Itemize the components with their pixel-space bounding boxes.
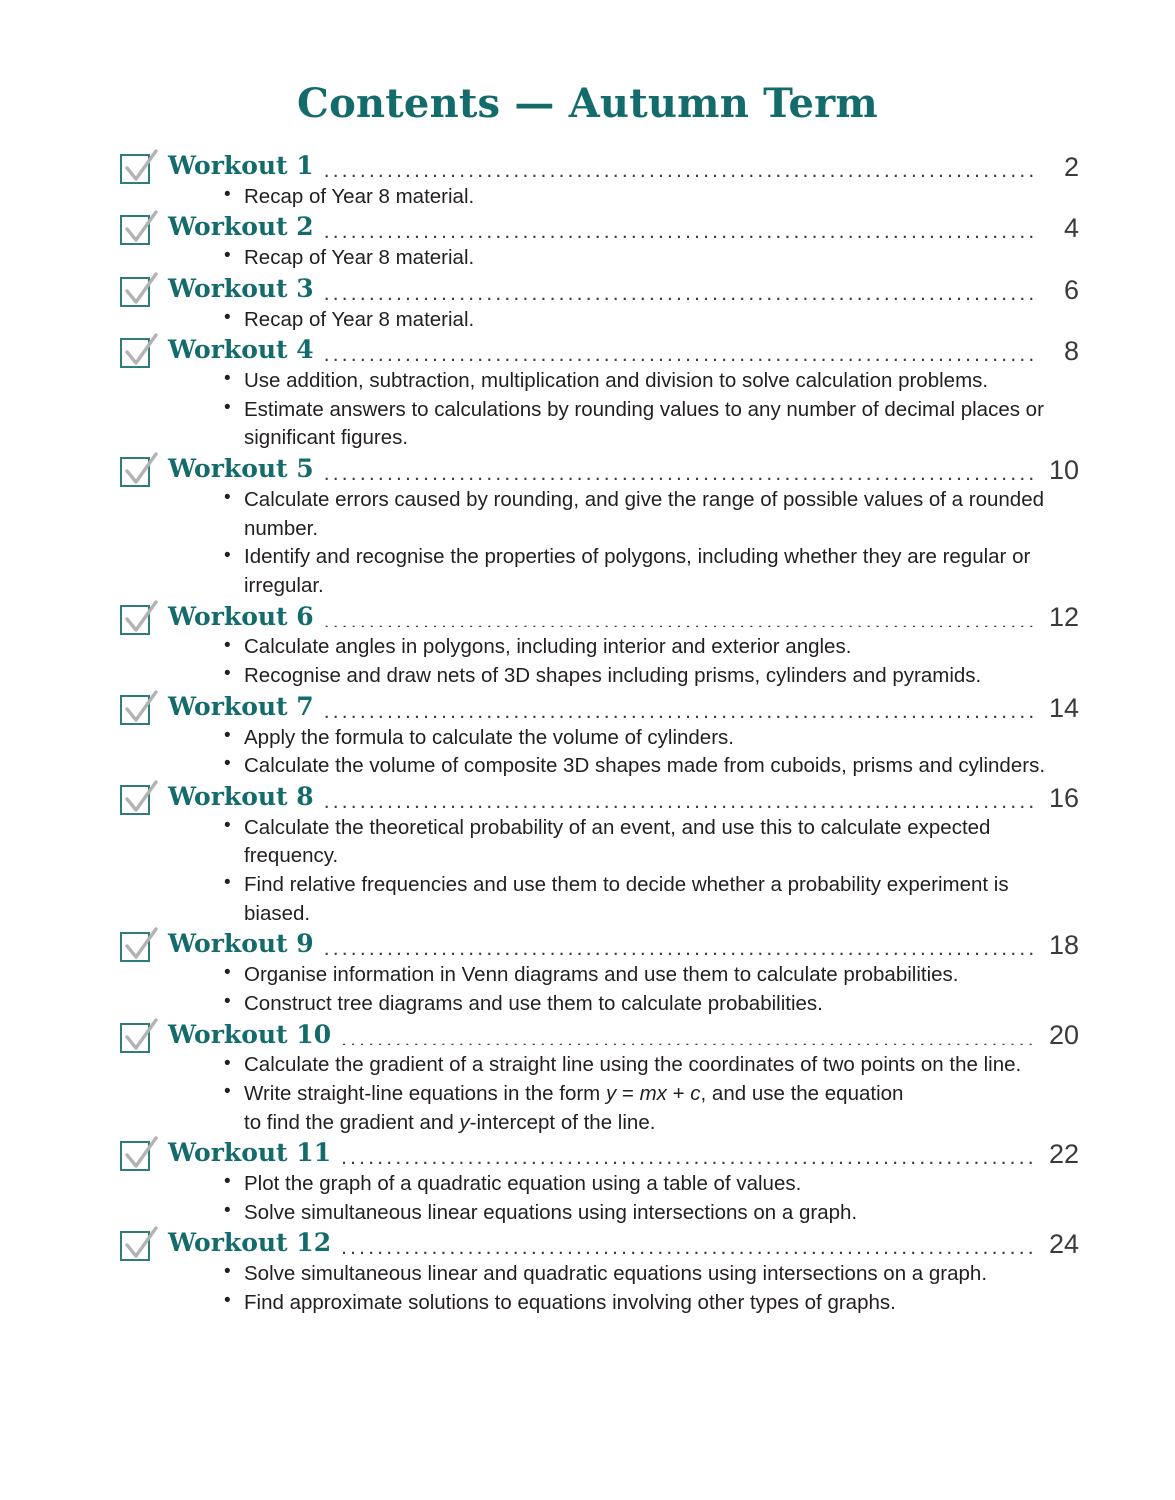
bullet-item: • Find relative frequencies and use them to decide whether a probability experiment is biased. [224,871,1079,928]
checkmark-icon [120,689,162,731]
bullet-item: • Calculate the volume of composite 3D shapes made from cuboids, prisms and cylinders. [224,752,1079,781]
checkbox-10[interactable] [120,1023,150,1053]
toc-entry [0,213,1175,272]
bullet-item: • Recap of Year 8 material. [224,306,1079,335]
toc-entry [0,1021,1175,1138]
dot-leader [324,702,1033,718]
toc-entry-bullets [120,1260,1079,1317]
dot-leader [324,345,1033,361]
checkmark-icon [120,1135,162,1177]
dot-leader [324,222,1033,238]
toc-entry-head [168,213,1127,242]
dot-leader [324,161,1033,177]
toc-entry-bullets [120,183,1079,212]
checkmark-icon [120,779,162,821]
toc-entry-page-number: 16 [1048,782,1079,813]
table-of-contents [0,152,1175,1318]
toc-entry-page-number: 4 [1063,213,1079,244]
toc-entry-head [168,336,1127,365]
bullet-item: • Find approximate solutions to equations involving other types of graphs. [224,1289,1079,1318]
toc-entry-bullets [120,486,1079,601]
toc-entry-page-number: 20 [1048,1020,1079,1051]
checkbox-7[interactable] [120,695,150,725]
toc-entry-page-number: 6 [1063,274,1079,305]
checkmark-icon [120,148,162,190]
toc-entry-page-number: 22 [1048,1139,1079,1170]
bullet-item: • Solve simultaneous linear equations using intersections on a graph. [224,1199,1079,1228]
toc-entry-bullets [120,1051,1079,1137]
checkbox-2[interactable] [120,215,150,245]
toc-entry-title[interactable]: Workout 5 [168,454,314,484]
toc-entry-bullets [120,367,1079,453]
bullet-item: • Calculate errors caused by rounding, and give the range of possible values of a rounded number. [224,486,1079,543]
checkbox-1[interactable] [120,154,150,184]
page-title: Contents — Autumn Term [297,80,878,127]
toc-entry-head [168,455,1127,484]
checkbox-3[interactable] [120,277,150,307]
bullet-item: • Organise information in Venn diagrams and use them to calculate probabilities. [224,961,1079,990]
checkmark-icon [120,271,162,313]
bullet-item: • Identify and recognise the properties of polygons, including whether they are regular or irregular. [224,543,1079,600]
bullet-item: • Apply the formula to calculate the volume of cylinders. [224,724,1079,753]
toc-entry-bullets [120,306,1079,335]
checkbox-8[interactable] [120,785,150,815]
toc-entry-title[interactable]: Workout 12 [168,1228,332,1258]
toc-entry [0,693,1175,781]
toc-entry-head [168,1139,1127,1168]
checkbox-11[interactable] [120,1141,150,1171]
toc-entry-head [168,693,1127,722]
toc-entry-page-number: 12 [1048,602,1079,633]
toc-entry-bullets [120,633,1079,690]
toc-entry [0,1139,1175,1227]
dot-leader [341,1238,1033,1254]
toc-entry-head [168,1229,1127,1258]
checkmark-icon [120,599,162,641]
toc-entry-title[interactable]: Workout 10 [168,1019,332,1049]
toc-entry-head [168,930,1127,959]
bullet-item: • Use addition, subtraction, multiplication and division to solve calculation problems. [224,367,1079,396]
checkmark-icon [120,1017,162,1059]
toc-entry-page-number: 24 [1048,1229,1079,1260]
bullet-item: • Recognise and draw nets of 3D shapes including prisms, cylinders and pyramids. [224,662,1079,691]
dot-leader [341,1029,1033,1045]
bullet-item: • Calculate the theoretical probability of an event, and use this to calculate expected frequency. [224,814,1079,871]
toc-entry [0,455,1175,601]
toc-entry-bullets [120,244,1079,273]
dot-leader [324,284,1033,300]
toc-entry [0,275,1175,334]
toc-entry-title[interactable]: Workout 8 [168,781,314,811]
dot-leader [341,1148,1033,1164]
toc-entry-title[interactable]: Workout 11 [168,1138,332,1168]
checkbox-9[interactable] [120,932,150,962]
toc-entry-title[interactable]: Workout 1 [168,151,314,180]
bullet-item: • Plot the graph of a quadratic equation using a table of values. [224,1170,1079,1199]
toc-entry-title[interactable]: Workout 2 [168,212,314,242]
bullet-item: • Recap of Year 8 material. [224,183,1079,212]
toc-entry [0,783,1175,929]
toc-entry [0,930,1175,1018]
checkbox-5[interactable] [120,457,150,487]
bullet-item: • Calculate the gradient of a straight line using the coordinates of two points on the line. [224,1051,1079,1080]
checkmark-icon [120,451,162,493]
toc-entry-title[interactable]: Workout 3 [168,273,314,303]
dot-leader [324,939,1033,955]
checkbox-12[interactable] [120,1231,150,1261]
toc-entry-title[interactable]: Workout 6 [168,601,314,631]
checkmark-icon [120,926,162,968]
bullet-item: • Solve simultaneous linear and quadratic equations using intersections on a graph. [224,1260,1079,1289]
toc-entry-bullets [120,961,1079,1018]
dot-leader [324,464,1033,480]
dot-leader [324,611,1033,627]
toc-entry [0,1229,1175,1317]
bullet-item: • Write straight-line equations in the form y = mx + c, and use the equation to find the gradient and y-intercept of the line. [224,1080,1079,1137]
toc-entry-head [168,275,1127,304]
toc-entry [0,152,1175,211]
toc-entry-bullets [120,814,1079,929]
toc-entry-title[interactable]: Workout 9 [168,929,314,959]
checkmark-icon [120,1225,162,1267]
toc-entry-head [168,152,1127,181]
toc-entry [0,603,1175,691]
bullet-item: • Estimate answers to calculations by rounding values to any number of decimal places or significant figures. [224,396,1079,453]
toc-entry-head [168,783,1127,812]
toc-entry-page-number: 2 [1063,151,1079,182]
toc-entry-head [168,1021,1127,1050]
bullet-item: • Recap of Year 8 material. [224,244,1079,273]
bullet-item: • Construct tree diagrams and use them to calculate probabilities. [224,990,1079,1019]
checkmark-icon [120,332,162,374]
toc-entry-bullets [120,1170,1079,1227]
toc-entry-page-number: 18 [1048,930,1079,961]
toc-entry-title[interactable]: Workout 4 [168,335,314,365]
toc-entry [0,336,1175,453]
checkbox-6[interactable] [120,605,150,635]
dot-leader [324,792,1033,808]
checkmark-icon [120,209,162,251]
bullet-item: • Calculate angles in polygons, including interior and exterior angles. [224,633,1079,662]
checkbox-4[interactable] [120,338,150,368]
toc-entry-page-number: 10 [1048,454,1079,485]
toc-entry-bullets [120,724,1079,781]
toc-entry-head [168,603,1127,632]
toc-entry-page-number: 14 [1048,692,1079,723]
toc-entry-page-number: 8 [1063,336,1079,367]
toc-entry-title[interactable]: Workout 7 [168,691,314,721]
